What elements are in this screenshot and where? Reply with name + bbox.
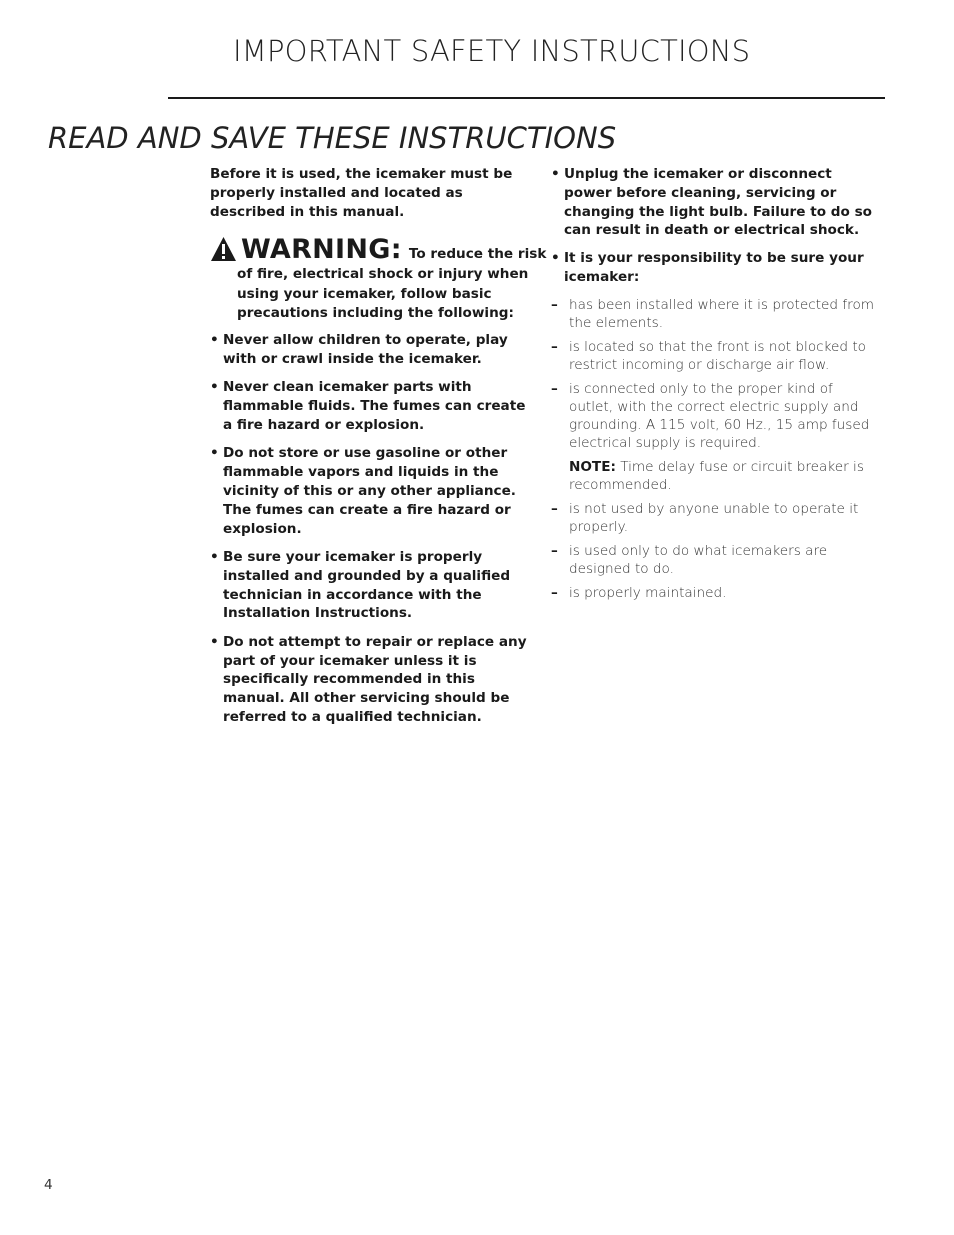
list-item xyxy=(210,444,535,538)
list-item xyxy=(551,542,876,578)
dash-glyph: – xyxy=(551,543,558,560)
dash-glyph: – xyxy=(551,339,558,356)
left-bullet-list xyxy=(210,331,535,727)
list-item xyxy=(210,548,535,623)
list-item xyxy=(210,331,535,369)
bullet-glyph: • xyxy=(551,250,560,267)
list-item xyxy=(210,378,535,434)
right-bullet-list xyxy=(551,165,876,287)
list-item-text: Unplug the icemaker or disconnect power before cleaning, servicing or changing the light bulb. Failure to do so can result in death or electrical shock. xyxy=(564,166,873,239)
list-item-text: has been installed where it is protected from the elements. xyxy=(569,297,875,332)
bullet-glyph: • xyxy=(210,332,219,349)
list-item xyxy=(551,296,876,332)
dash-glyph: – xyxy=(551,297,558,314)
bullet-glyph: • xyxy=(210,549,219,566)
list-item xyxy=(210,633,535,727)
list-item-text: It is your responsibility to be sure your icemaker: xyxy=(564,250,864,286)
list-item xyxy=(551,584,876,602)
intro-paragraph: Before it is used, the icemaker must be properly installed and located as described in this manual. xyxy=(210,166,513,220)
list-item xyxy=(551,338,876,374)
list-item-text: Never allow children to operate, play with or crawl inside the icemaker. xyxy=(223,332,508,368)
list-item xyxy=(551,380,876,452)
left-column xyxy=(210,165,547,736)
list-item-text: Do not store or use gasoline or other flammable vapors and liquids in the vicinity of this or any other appliance. The fumes can create a fire hazard or explosion. xyxy=(223,445,516,537)
note-label: NOTE: xyxy=(569,459,616,476)
list-item xyxy=(551,165,876,240)
note-text: Time delay fuse or circuit breaker is recommended. xyxy=(569,459,864,494)
list-item-text: is connected only to the proper kind of outlet, with the correct electric supply and grounding. A 115 volt, 60 Hz., 15 amp fused electrical supply is required. xyxy=(569,381,870,452)
list-item-text: is located so that the front is not blocked to restrict incoming or discharge air flow. xyxy=(569,339,866,374)
dash-glyph: – xyxy=(551,381,558,398)
list-item-text: Do not attempt to repair or replace any part of your icemaker unless it is specifically recommended in this manual. All other servicing should be referred to a qualified technician. xyxy=(223,633,527,725)
warning-text-first-line: To reduce the risk xyxy=(408,246,547,263)
warning-block xyxy=(210,234,547,323)
warning-triangle-icon xyxy=(210,236,237,262)
list-item-text: is used only to do what icemakers are designed to do. xyxy=(569,543,828,578)
header-divider xyxy=(168,97,885,99)
dash-glyph: – xyxy=(551,585,558,602)
bullet-glyph: • xyxy=(551,166,560,182)
list-item xyxy=(551,249,876,287)
bullet-glyph: • xyxy=(210,379,219,396)
list-item-text: Never clean icemaker parts with flammable fluids. The fumes can create a fire hazard or explosion. xyxy=(223,379,526,434)
note-paragraph xyxy=(569,458,876,494)
bullet-glyph: • xyxy=(210,445,219,462)
bullet-glyph: • xyxy=(210,633,219,650)
section-title: READ AND SAVE THESE INSTRUCTIONS xyxy=(48,121,617,155)
responsibility-list-continued xyxy=(551,500,876,602)
list-item-text: is properly maintained. xyxy=(569,585,727,602)
list-item-text: is not used by anyone unable to operate it properly. xyxy=(569,501,859,536)
list-item-text: Be sure your icemaker is properly installed and grounded by a qualified technician in accordance with the Installation Instructions. xyxy=(223,549,511,622)
warning-heading xyxy=(210,234,547,266)
dash-glyph: – xyxy=(551,501,558,518)
warning-text: of fire, electrical shock or injury when using your icemaker, follow basic precautions including the following: xyxy=(237,266,529,321)
warning-label: WARNING: xyxy=(241,234,402,266)
responsibility-list xyxy=(551,296,876,452)
right-column xyxy=(551,165,876,608)
page-header-title: IMPORTANT SAFETY INSTRUCTIONS xyxy=(233,34,751,68)
page-number: 4 xyxy=(44,1177,53,1193)
list-item xyxy=(551,500,876,536)
